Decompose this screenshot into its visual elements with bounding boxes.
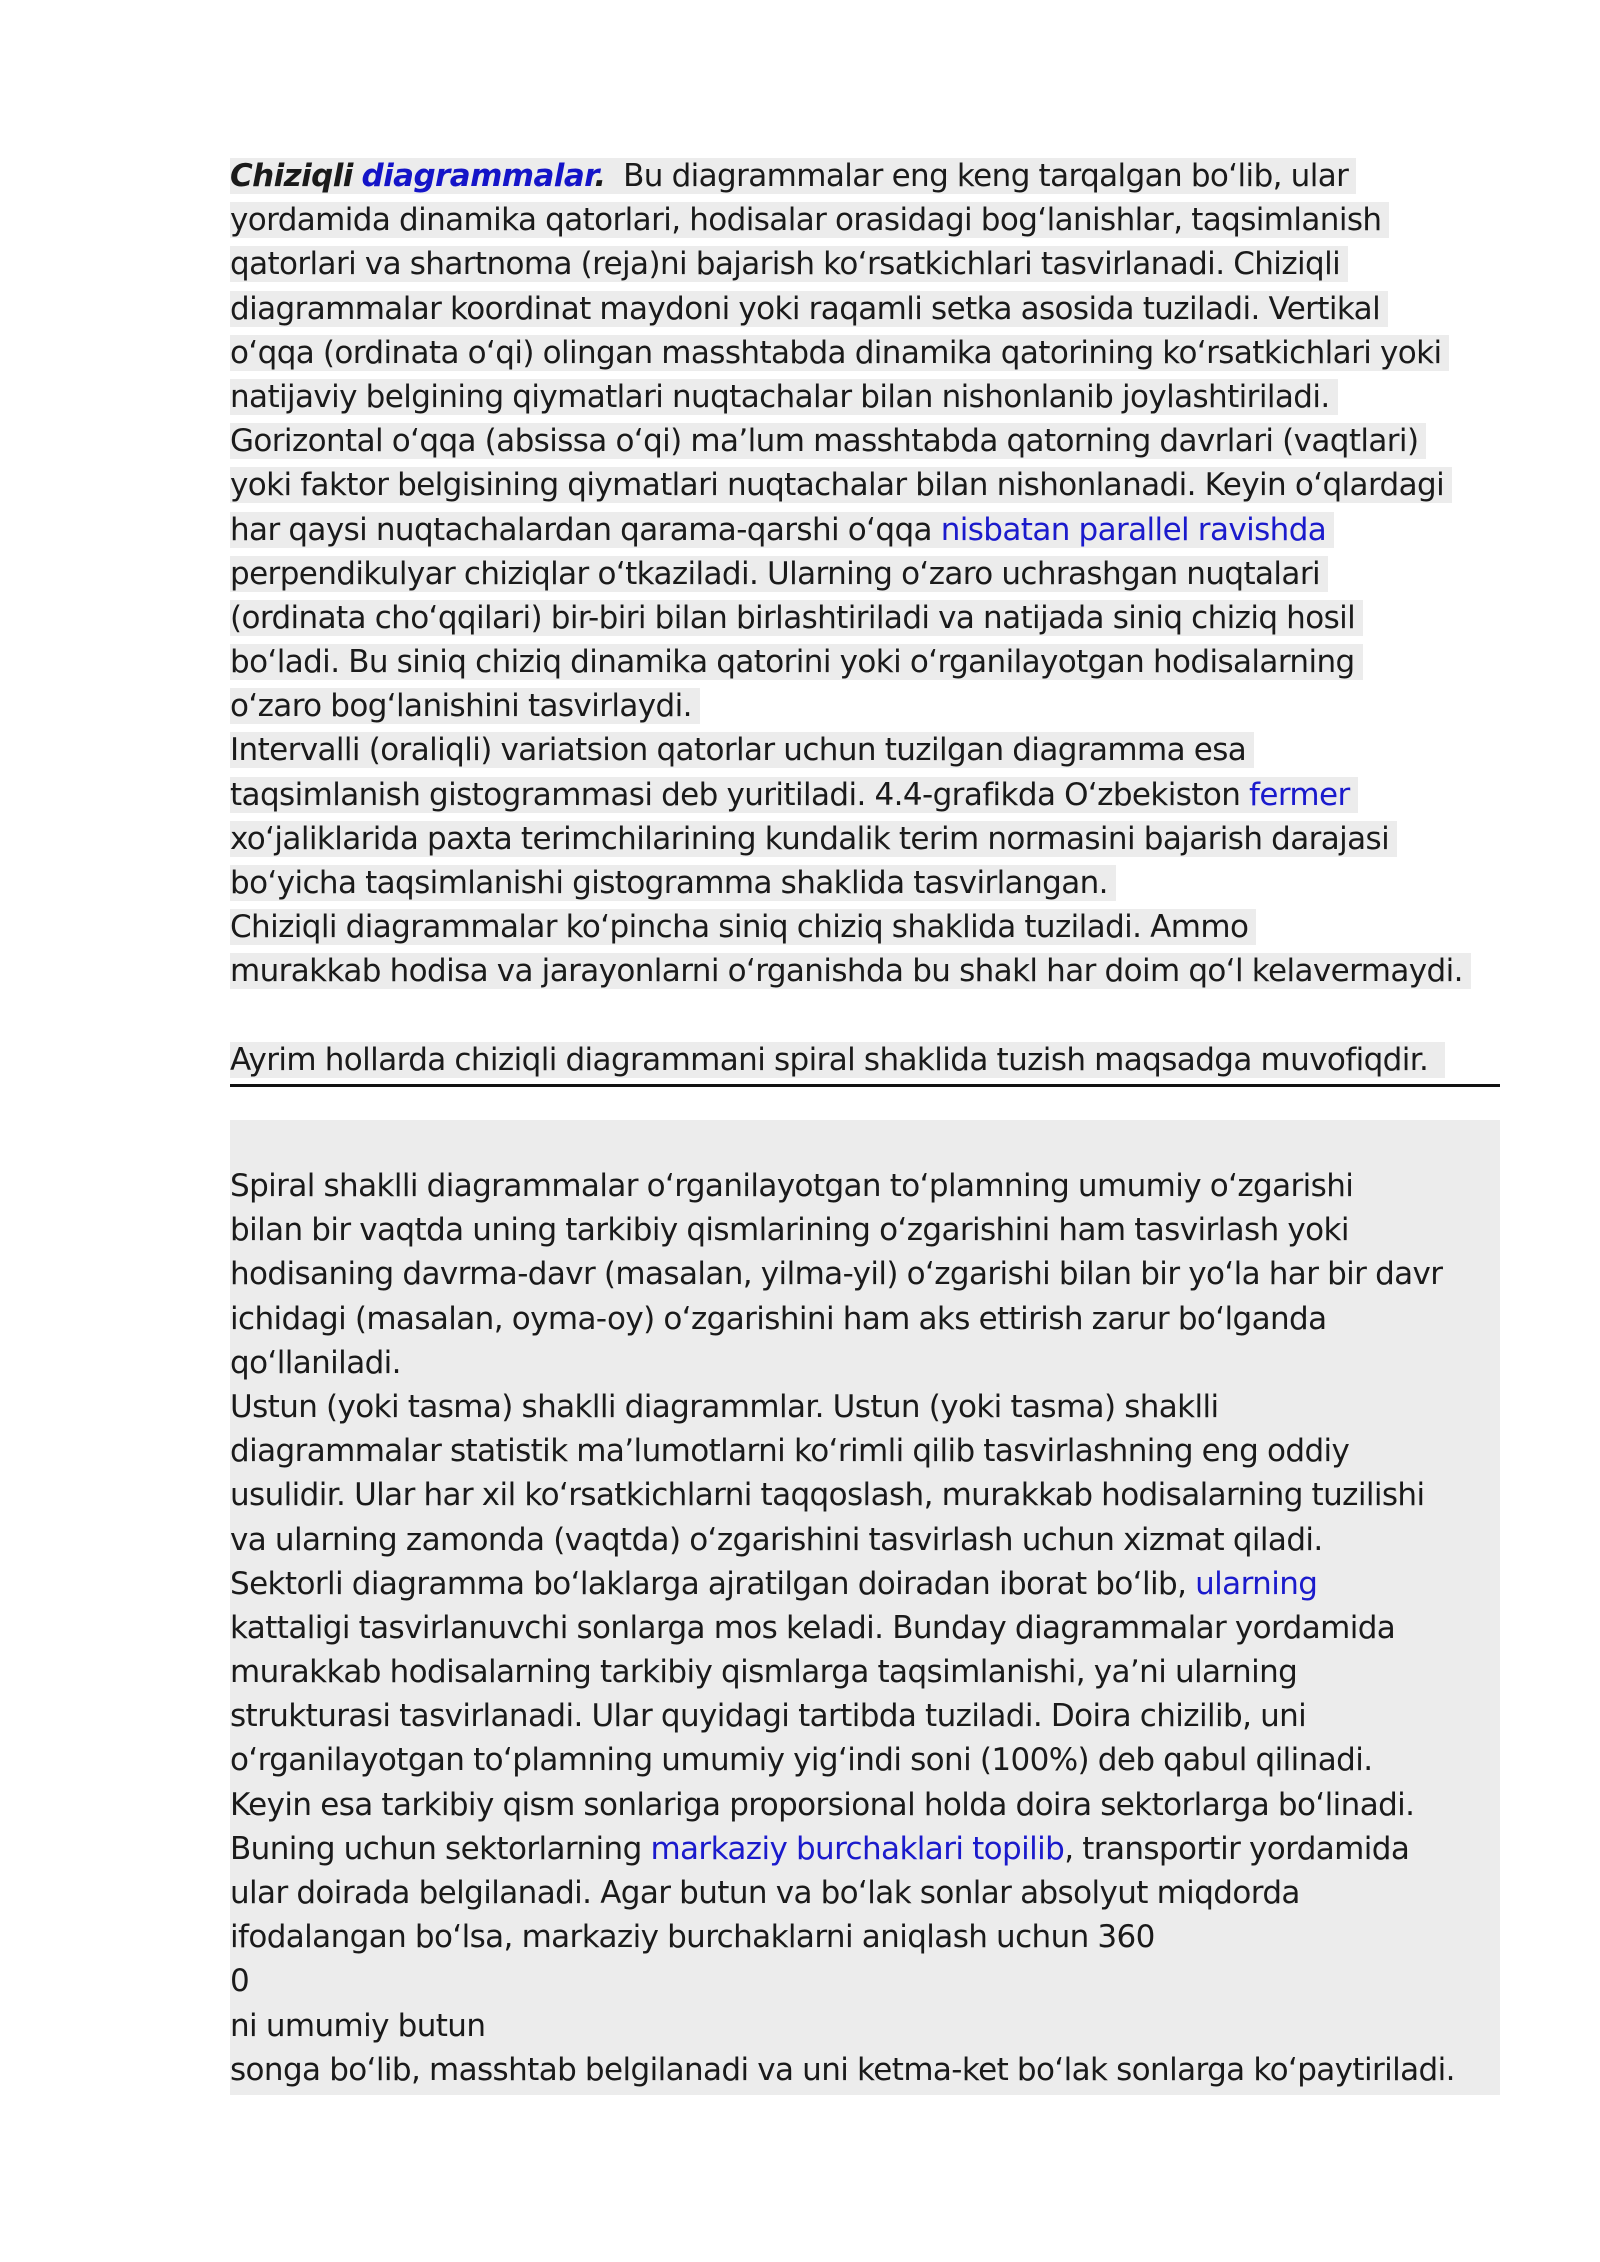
text-line: Ustun (yoki tasma) shaklli diagrammlar. Ustun (yoki tasma) shaklli <box>230 1388 1219 1425</box>
text-line: natijaviy belgining qiymatlari nuqtachalar bilan nishonlanib joylashtiriladi. <box>230 379 1338 415</box>
text-line: diagrammalar koordinat maydoni yoki raqamli setka asosida tuziladi. Vertikal <box>230 291 1388 327</box>
text-line: ni umumiy butun <box>230 2007 486 2044</box>
text-line: boʻladi. Bu siniq chiziq dinamika qatorini yoki oʻrganilayotgan hodisalarning <box>230 644 1363 680</box>
text-line: yoki faktor belgisining qiymatlari nuqtachalar bilan nishonlanadi. Keyin oʻqlardagi <box>230 467 1452 503</box>
text-line: yordamida dinamika qatorlari, hodisalar orasidagi bogʻlanishlar, taqsimlanish <box>230 202 1389 238</box>
text-line: oʻqqa (ordinata oʻqi) olingan masshtabda dinamika qatorining koʻrsatkichlari yoki <box>230 335 1449 371</box>
text-line: Buning uchun sektorlarning <box>230 1830 651 1867</box>
paragraph-line-diagrams <box>230 154 1500 994</box>
term-chiziqli: Chiziqli <box>230 158 353 194</box>
text-line: Sektorli diagramma boʻlaklarga ajratilgan doiradan iborat boʻlib, <box>230 1565 1196 1602</box>
link-ularning[interactable]: ularning <box>1195 1565 1318 1602</box>
text-line: Spiral shaklli diagrammalar oʻrganilayotgan toʻplamning umumiy oʻzgarishi <box>230 1168 1354 1204</box>
text-line: Chiziqli diagrammalar koʻpincha siniq chiziq shaklida tuziladi. Ammo <box>230 909 1256 945</box>
text-line: ular doirada belgilanadi. Agar butun va boʻlak sonlar absolyut miqdorda <box>230 1875 1300 1911</box>
text-line: ichidagi (masalan, oyma-oy) oʻzgarishini ham aks ettirish zarur boʻlganda <box>230 1300 1327 1337</box>
link-fermer[interactable]: fermer <box>1249 776 1350 813</box>
text-line: qoʻllaniladi. <box>230 1344 401 1381</box>
text-line: oʻrganilayotgan toʻplamning umumiy yigʻindi soni (100%) deb qabul qilinadi. <box>230 1742 1373 1779</box>
text-line: Gorizontal oʻqqa (absissa oʻqi) maʼlum masshtabda qatorning davrlari (vaqtlari) <box>230 423 1426 459</box>
section-heading <box>230 1038 1500 1082</box>
text-line: songa boʻlib, masshtab belgilanadi va uni ketma-ket boʻlak sonlarga koʻpaytiriladi. <box>230 2051 1455 2088</box>
text-line: taqsimlanish gistogrammasi deb yuritiladi. 4.4-grafikda Oʻzbekiston <box>230 776 1250 813</box>
text-line: xoʻjaliklarida paxta terimchilarining kundalik terim normasini bajarish darajasi <box>230 821 1397 857</box>
text-line: perpendikulyar chiziqlar oʻtkaziladi. Ularning oʻzaro uchrashgan nuqtalari <box>230 556 1328 592</box>
link-markaziy-burchaklari[interactable]: markaziy burchaklari topilib <box>650 1830 1065 1867</box>
text-line-tail: , transportir yordamida <box>1064 1830 1410 1867</box>
text-line: va ularning zamonda (vaqtda) oʻzgarishini tasvirlash uchun xizmat qiladi. <box>230 1521 1323 1558</box>
text-line: Bu diagrammalar eng keng tarqalgan boʻlib, ular <box>605 158 1349 194</box>
text-line: qatorlari va shartnoma (reja)ni bajarish koʻrsatkichlari tasvirlanadi. Chiziqli <box>230 246 1348 282</box>
text-line: ifodalangan boʻlsa, markaziy burchaklarni aniqlash uchun 360 <box>230 1919 1155 1956</box>
text-line: bilan bir vaqtda uning tarkibiy qismlarining oʻzgarishini ham tasvirlash yoki <box>230 1212 1349 1249</box>
text-line: boʻyicha taqsimlanishi gistogramma shaklida tasvirlangan. <box>230 865 1116 901</box>
text-line: 0 <box>230 1963 250 2000</box>
link-nisbatan-parallel[interactable]: nisbatan parallel ravishda <box>940 511 1327 548</box>
text-line: hodisaning davrma-davr (masalan, yilma-yil) oʻzgarishi bilan bir yoʻla har bir davr <box>230 1256 1443 1293</box>
heading-rule <box>230 1084 1500 1087</box>
text-line: Keyin esa tarkibiy qism sonlariga proporsional holda doira sektorlarga boʻlinadi. <box>230 1786 1415 1823</box>
text-line: diagrammalar statistik maʼlumotlarni koʻrimli qilib tasvirlashning eng oddiy <box>230 1433 1350 1470</box>
heading-text: Ayrim hollarda chiziqli diagrammani spiral shaklida tuzish maqsadga muvofiqdir. <box>230 1042 1445 1078</box>
text-line: strukturasi tasvirlanadi. Ular quyidagi tartibda tuziladi. Doira chizilib, uni <box>230 1698 1307 1735</box>
text-line: usulidir. Ular har xil koʻrsatkichlarni taqqoslash, murakkab hodisalarning tuzilishi <box>230 1477 1425 1514</box>
text-line: (ordinata choʻqqilari) bir-biri bilan birlashtiriladi va natijada siniq chiziq hosil <box>230 600 1363 636</box>
text-line: murakkab hodisalarning tarkibiy qismlarga taqsimlanishi, yaʼni ularning <box>230 1654 1298 1691</box>
text-line: murakkab hodisa va jarayonlarni oʻrganishda bu shakl har doim qoʻl kelavermaydi. <box>230 953 1471 989</box>
paragraph-spiral-and-bar <box>230 1164 1500 2092</box>
term-period: . <box>594 158 606 194</box>
text-line: oʻzaro bogʻlanishini tasvirlaydi. <box>230 688 700 724</box>
term-link-diagrammalar[interactable]: diagrammalar <box>361 158 595 194</box>
text-line: kattaligi tasvirlanuvchi sonlarga mos keladi. Bunday diagrammalar yordamida <box>230 1609 1396 1646</box>
text-line: har qaysi nuqtachalardan qarama-qarshi oʻqqa <box>230 511 941 548</box>
text-line: Intervalli (oraliqli) variatsion qatorlar uchun tuzilgan diagramma esa <box>230 732 1254 768</box>
